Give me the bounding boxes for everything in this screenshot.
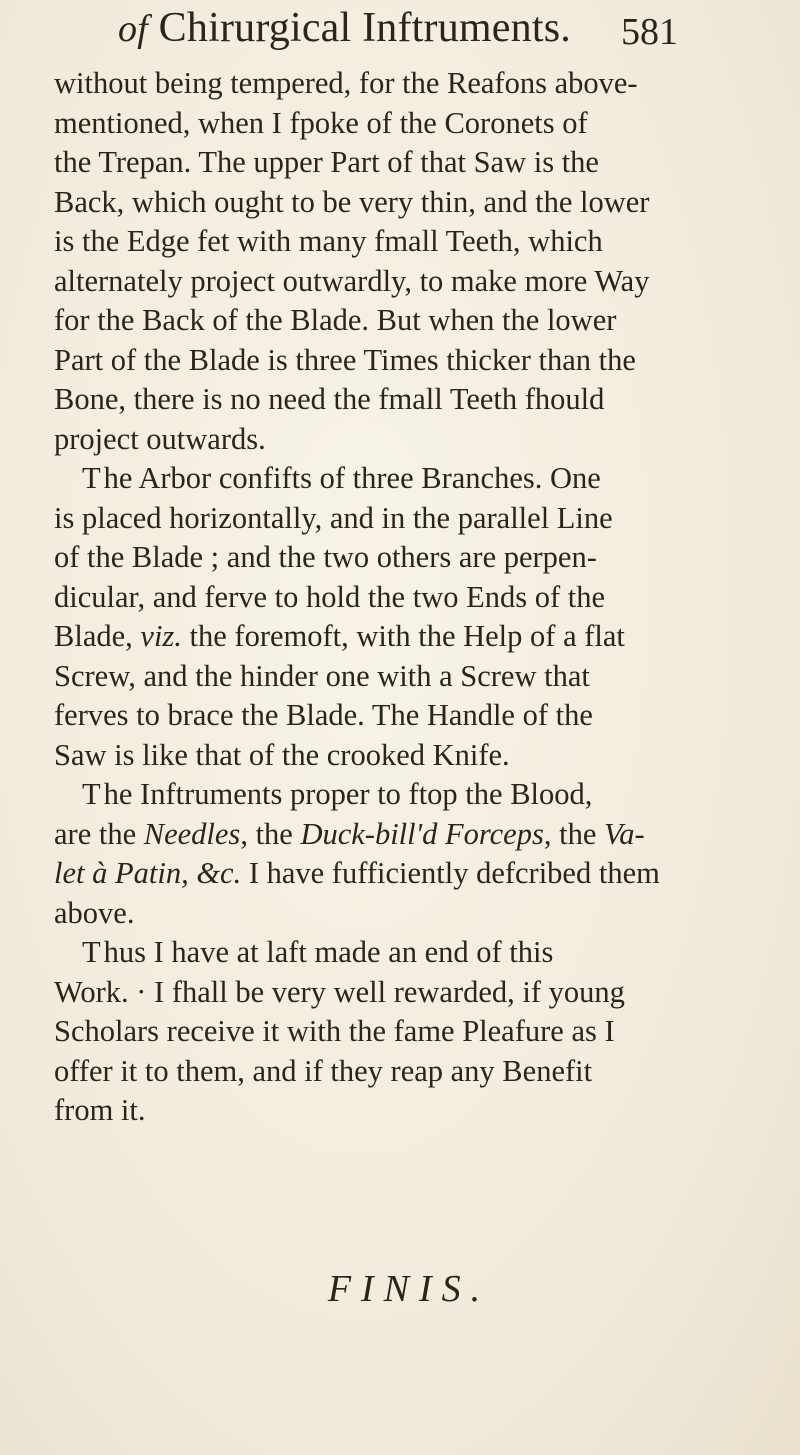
text-line: from it.	[54, 1093, 146, 1127]
text-line: for the Back of the Blade. But when the lower	[54, 303, 617, 337]
drop-initial: T	[82, 461, 104, 495]
text-line: without being tempered, for the Reafons above-	[54, 66, 638, 100]
text-segment: Blade,	[54, 619, 141, 653]
text-line: is the Edge fet with many fmall Teeth, which	[54, 224, 603, 258]
text-line-mixed	[54, 854, 774, 894]
text-line: Screw, and the hinder one with a Screw that	[54, 658, 590, 693]
drop-initial: T	[82, 777, 104, 811]
text-segment: are the	[54, 816, 144, 851]
text-segment: the foremoft, with the Help of a flat	[189, 619, 625, 653]
header-title-text: Chirurgical Inftruments.	[158, 5, 571, 51]
text-line: Scholars receive it with the fame Pleafure as I	[54, 1014, 615, 1048]
text-segment: I have fufficiently defcribed them	[241, 856, 660, 890]
text-line-mixed	[54, 815, 774, 855]
text-line: alternately project outwardly, to make more Way	[54, 263, 650, 298]
text-line: Work. · I fhall be very well rewarded, if young	[54, 974, 625, 1009]
paragraph-start-line	[54, 459, 774, 499]
text-segment: , the	[240, 816, 301, 851]
italic-needles: Needles	[143, 816, 241, 851]
italic-valet: Va-	[603, 816, 645, 851]
text-line: of the Blade ; and the two others are perpen-	[54, 540, 597, 574]
header-prefix: of	[118, 8, 148, 50]
text-line: Bone, there is no need the fmall Teeth fhould	[54, 382, 605, 416]
text-line: project outwards.	[54, 421, 266, 456]
page-number: 581	[621, 11, 678, 53]
text-line: ferves to brace the Blade. The Handle of the	[54, 698, 593, 732]
text-line-mixed	[54, 617, 774, 657]
text-segment: , the	[543, 816, 604, 851]
text-line-rest: he Inftruments proper to ftop the Blood,	[103, 777, 593, 811]
text-line: dicular, and ferve to hold the two Ends of the	[54, 579, 606, 614]
text-line: offer it to them, and if they reap any Benefit	[54, 1053, 593, 1088]
text-line: mentioned, when I fpoke of the Coronets of	[54, 105, 588, 140]
header-title	[118, 4, 571, 52]
text-line: above.	[54, 895, 135, 930]
paragraph-start-line	[54, 775, 774, 815]
text-line: Back, which ought to be very thin, and the lower	[54, 184, 650, 219]
text-line-rest: hus I have at laft made an end of this	[103, 935, 554, 969]
italic-patin: let à Patin, &c.	[54, 856, 242, 890]
text-line: is placed horizontally, and in the parallel Line	[54, 500, 613, 535]
italic-forceps: Duck-bill'd Forceps	[300, 816, 544, 851]
paragraph-start-line	[54, 933, 774, 973]
text-line: Part of the Blade is three Times thicker than the	[54, 342, 636, 377]
finis-colophon: FINIS.	[327, 1268, 491, 1310]
text-line-rest: he Arbor confifts of three Branches. One	[103, 461, 601, 495]
italic-viz: viz.	[140, 619, 182, 653]
text-line: Saw is like that of the crooked Knife.	[54, 737, 510, 772]
drop-initial: T	[82, 935, 104, 969]
running-header	[118, 4, 678, 60]
text-line: the Trepan. The upper Part of that Saw is the	[54, 145, 599, 179]
body-text	[54, 64, 774, 1131]
